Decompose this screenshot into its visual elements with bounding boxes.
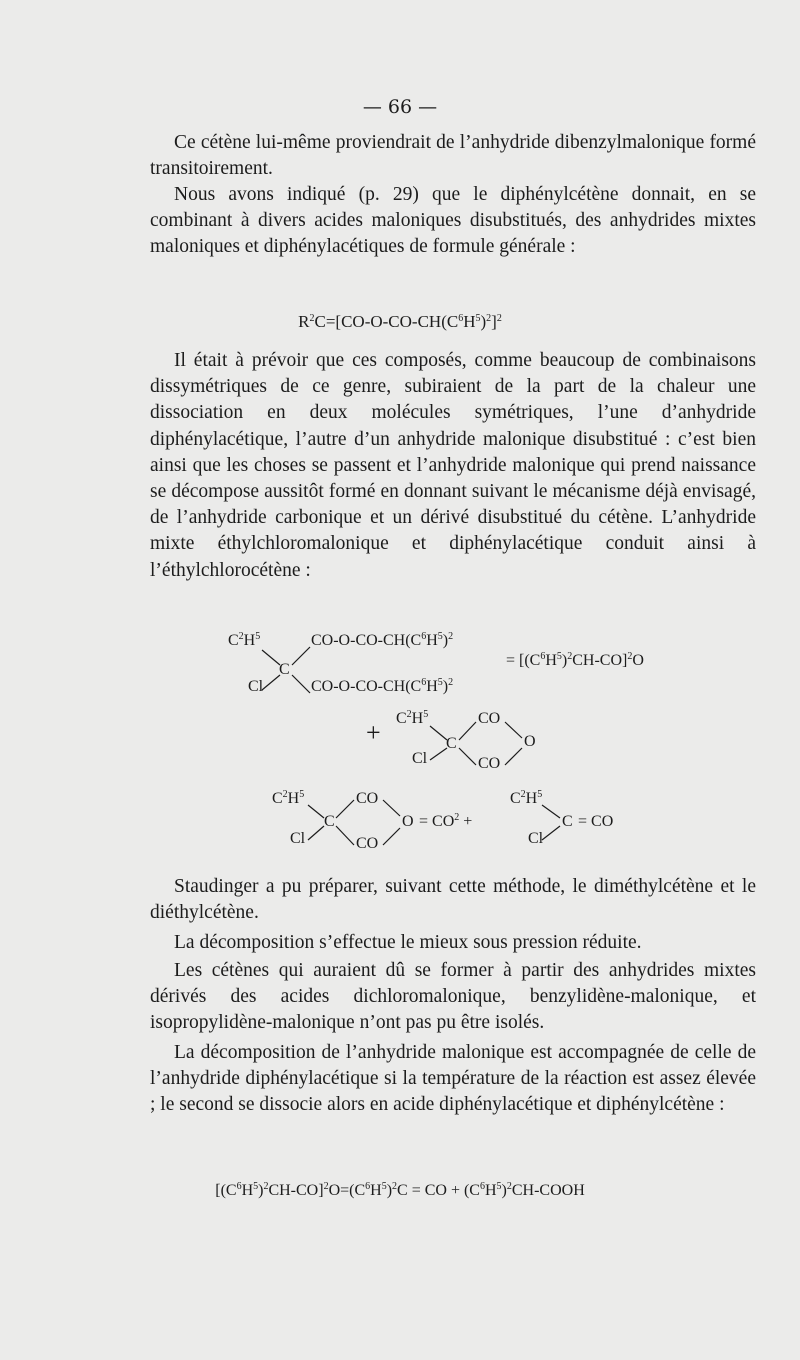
page-number: — 66 — xyxy=(362,96,438,118)
diphenylacetic-anhydride: = $[(C^6H^5)^2CH-CO]^2O$ xyxy=(506,651,644,669)
bond-line xyxy=(505,722,522,738)
ring-oxygen: O xyxy=(402,813,414,830)
paragraph-6: Les cétènes qui auraient dû se former à partir des anhydrides mixtes dérivés des acides dichloromalonique, benzylidène-malonique, et isopropylidène-malonique n’ont pas pu être isolés. xyxy=(150,960,756,1034)
bond-line xyxy=(459,722,476,740)
bond-line xyxy=(430,726,447,740)
bond-line xyxy=(542,805,560,818)
chlorine-atom: Cl xyxy=(412,750,428,767)
ester-arm-bottom: $CO-O-CO-CH(C^6H^5)^2$ xyxy=(311,677,454,695)
carbonyl-top: CO xyxy=(478,710,501,727)
final-formula: $[(C^6H^5)^2CH-CO]^2O=(C^6H^5)^2C$ = CO + $(C^6H^5)^2CH$-COOH xyxy=(215,1181,585,1199)
chlorine-atom: Cl xyxy=(528,830,544,847)
paragraph-4: Staudinger a pu préparer, suivant cette méthode, le diméthylcétène et le diéthylcétène. xyxy=(150,876,756,924)
carbonyl-bottom: CO xyxy=(478,755,501,772)
bond-line xyxy=(336,826,354,845)
chlorine-atom: Cl xyxy=(248,678,264,695)
paragraph-1: Ce cétène lui-même proviendrait de l’anhydride dibenzylmalonique formé transitoirement. xyxy=(150,132,756,180)
plus-sign: + xyxy=(366,718,381,747)
ring-oxygen: O xyxy=(524,733,536,750)
ethyl-group: $C^2H^5$ xyxy=(228,631,261,649)
bond-line xyxy=(292,647,310,665)
carbon-dioxide-term: = $CO^2$ + xyxy=(419,812,473,830)
chlorine-atom: Cl xyxy=(290,830,306,847)
bond-line xyxy=(542,826,560,840)
paragraph-3: Il était à prévoir que ces composés, comme beaucoup de combinaisons dissymétriques de ce genre, subiraient de la part de la chaleur une dissociation en deux molécules symétriques, l’une d’anhydride diphénylacétique, l’autre d’un anhydride malonique disubstitué : c’est bien ainsi que les choses se passent et l’anhydride malonique qui prend naissance se décompose aussitôt formé en donnant suivant le mécanisme déjà envisagé, de l’anhydride carbonique et un dérivé disubstitué du cétène. L’anhydride mixte éthylchloromalonique et diphénylacétique conduit ainsi à l’éthylchlorocétène : xyxy=(150,350,756,581)
bond-line xyxy=(430,748,447,760)
paragraph-5: La décomposition s’effectue le mieux sous pression réduite. xyxy=(174,932,642,953)
ethyl-group: $C^2H^5$ xyxy=(396,709,429,727)
ketene-term: = CO xyxy=(578,813,614,830)
ethyl-group: $C^2H^5$ xyxy=(272,789,305,807)
bond-line xyxy=(383,800,400,816)
paragraph-7: La décomposition de l’anhydride malonique est accompagnée de celle de l’anhydride diphénylacétique si la température de la réaction est assez élevée ; le second se dissocie alors en acide diphénylacétique et diphénylcétène : xyxy=(150,1042,756,1116)
bond-line xyxy=(262,675,280,690)
ester-arm-top: $CO-O-CO-CH(C^6H^5)^2$ xyxy=(311,631,454,649)
bond-line xyxy=(262,650,280,665)
general-formula: $R^2C=[CO-O-CO-CH(C^6H^5)^2]^2$ xyxy=(298,312,502,331)
bond-line xyxy=(308,805,324,818)
ethyl-group: $C^2H^5$ xyxy=(510,789,543,807)
central-carbon: C xyxy=(562,813,573,830)
bond-line xyxy=(505,748,522,765)
central-carbon: C xyxy=(446,735,457,752)
bond-line xyxy=(292,675,310,693)
carbonyl-bottom: CO xyxy=(356,835,379,852)
central-carbon: C xyxy=(324,813,335,830)
bond-line xyxy=(308,826,324,840)
bond-line xyxy=(459,748,476,765)
central-carbon: C xyxy=(279,661,290,678)
carbonyl-top: CO xyxy=(356,790,379,807)
paragraph-2: Nous avons indiqué (p. 29) que le diphénylcétène donnait, en se combinant à divers acides maloniques disubstitués, des anhydrides mixtes maloniques et diphénylacétiques de formule générale : xyxy=(150,184,756,258)
bond-line xyxy=(336,800,354,818)
bond-line xyxy=(383,828,400,845)
